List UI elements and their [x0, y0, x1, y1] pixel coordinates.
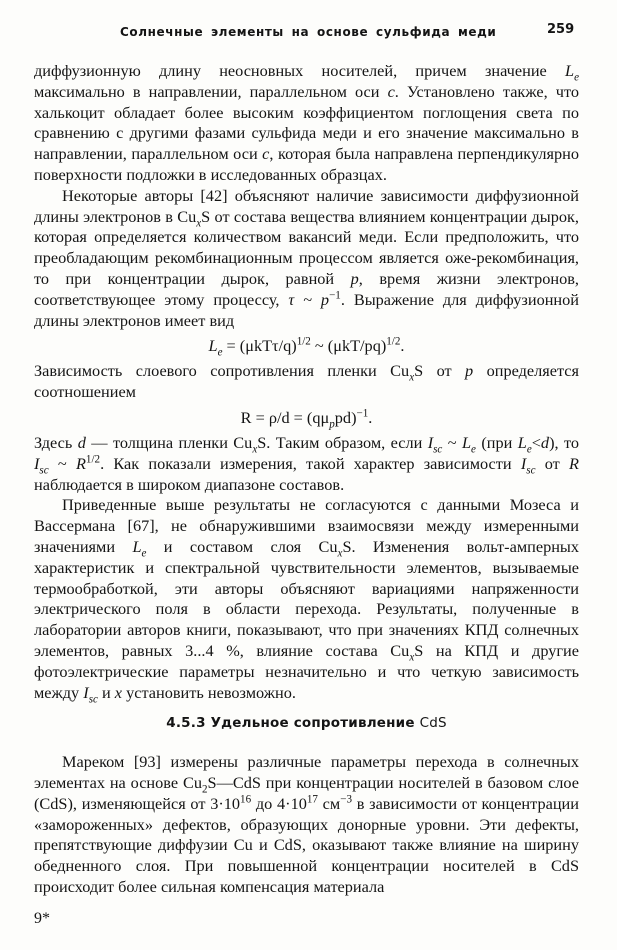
paragraph-6: Мареком [93] измерены различные параметры перехода в солнечных элементах на основе $Cu_2S—CdS$ при концентрации носителей в базовом слое (CdS), изменяющейся от $3\cdot 10^{16}$ до $4\cdot 10^{17}$ $см^{-3}$ в зависимости от концентрации «замороженных» дефектов, образующих донорные уровни. Эти дефекты, препятствующие диффузии Cu и CdS, оказывают также влияние на ширину обедненного слоя. При повышенной концентрации носителей в CdS происходит более сильная компенсация материала: [34, 752, 579, 896]
paragraph-5: Приведенные выше результаты не согласуются с данными Мозеса и Вассермана [67], не обнаружившими взаимосвязи между измеренными значениями $L_e$ и составом слоя $Cu_xS$. Изменения вольт-амперных характеристик и спектральной чувствительности элементов, вызываемые термообработкой, эти авторы объясняют вариациями напряженности электрического поля в области перехода. Результаты, полученные в лаборатории авторов книги, показывают, что при значениях КПД солнечных элементов, равных 3...4 %, влияние состава $Cu_xS$ на КПД и другие фотоэлектрические параметры незначительно и что четкую зависимость между $I_{sc}$ и x установить невозможно.: [34, 495, 580, 705]
paragraph-2: Некоторые авторы [42] объясняют наличие зависимости диффузионной длины электронов в $Cu_xS$ от состава вещества влиянием концентрации дырок, которая определяется количеством вакансий меди. Если предположить, что преобладающим рекомбинационным процессом является оже-рекомбинация, то при концентрации дырок, равной p, время жизни электронов, соответствующее этому процессу, τ ~ $p^{-1}$. Выражение для диффузионной длины электронов имеет вид: [34, 185, 579, 330]
formula-sheet-resistance: $R = \rho/d = (q\mu_ppd)^{-1}$.: [240, 407, 373, 431]
paragraph-1: диффузионную длину неосновных носителей, причем значение $L_e$ максимально в направлении, параллельном оси c. Установлено также, что халькоцит обладает более высоким коэффициентом поглощения света по сравнению с другими фазами сульфида меди и его значение максимально в направлении, параллельном оси c, которая была направлена перпендикулярно поверхности подложки в исследованных образцах.: [34, 61, 579, 184]
paragraph-4: Здесь d — толщина пленки $Cu_xS$. Таким образом, если $I_{sc}$ ~ $L_e$ (при $L_e<d$), то $I_{sc}$ ~ $R^{1/2}$. Как показали измерения, такой характер зависимости $I_{sc}$ от R наблюдается в широком диапазоне составов.: [34, 432, 579, 494]
formula-diffusion-length: $L_e = (\mu kT\tau/q)^{1/2}$ ~ $(\mu kT/pq)^{1/2}$.: [208, 335, 405, 359]
paragraph-3: Зависимость слоевого сопротивления пленки $Cu_xS$ от p определяется соотношением: [34, 361, 579, 402]
signature-mark: 9*: [34, 910, 50, 927]
page-number: 259: [547, 22, 575, 37]
body-text: [34, 61, 579, 898]
section-heading: 4.5.3 Удельное сопротивление CdS: [166, 715, 447, 732]
running-title: Солнечные элементы на основе сульфида меди: [120, 25, 497, 39]
